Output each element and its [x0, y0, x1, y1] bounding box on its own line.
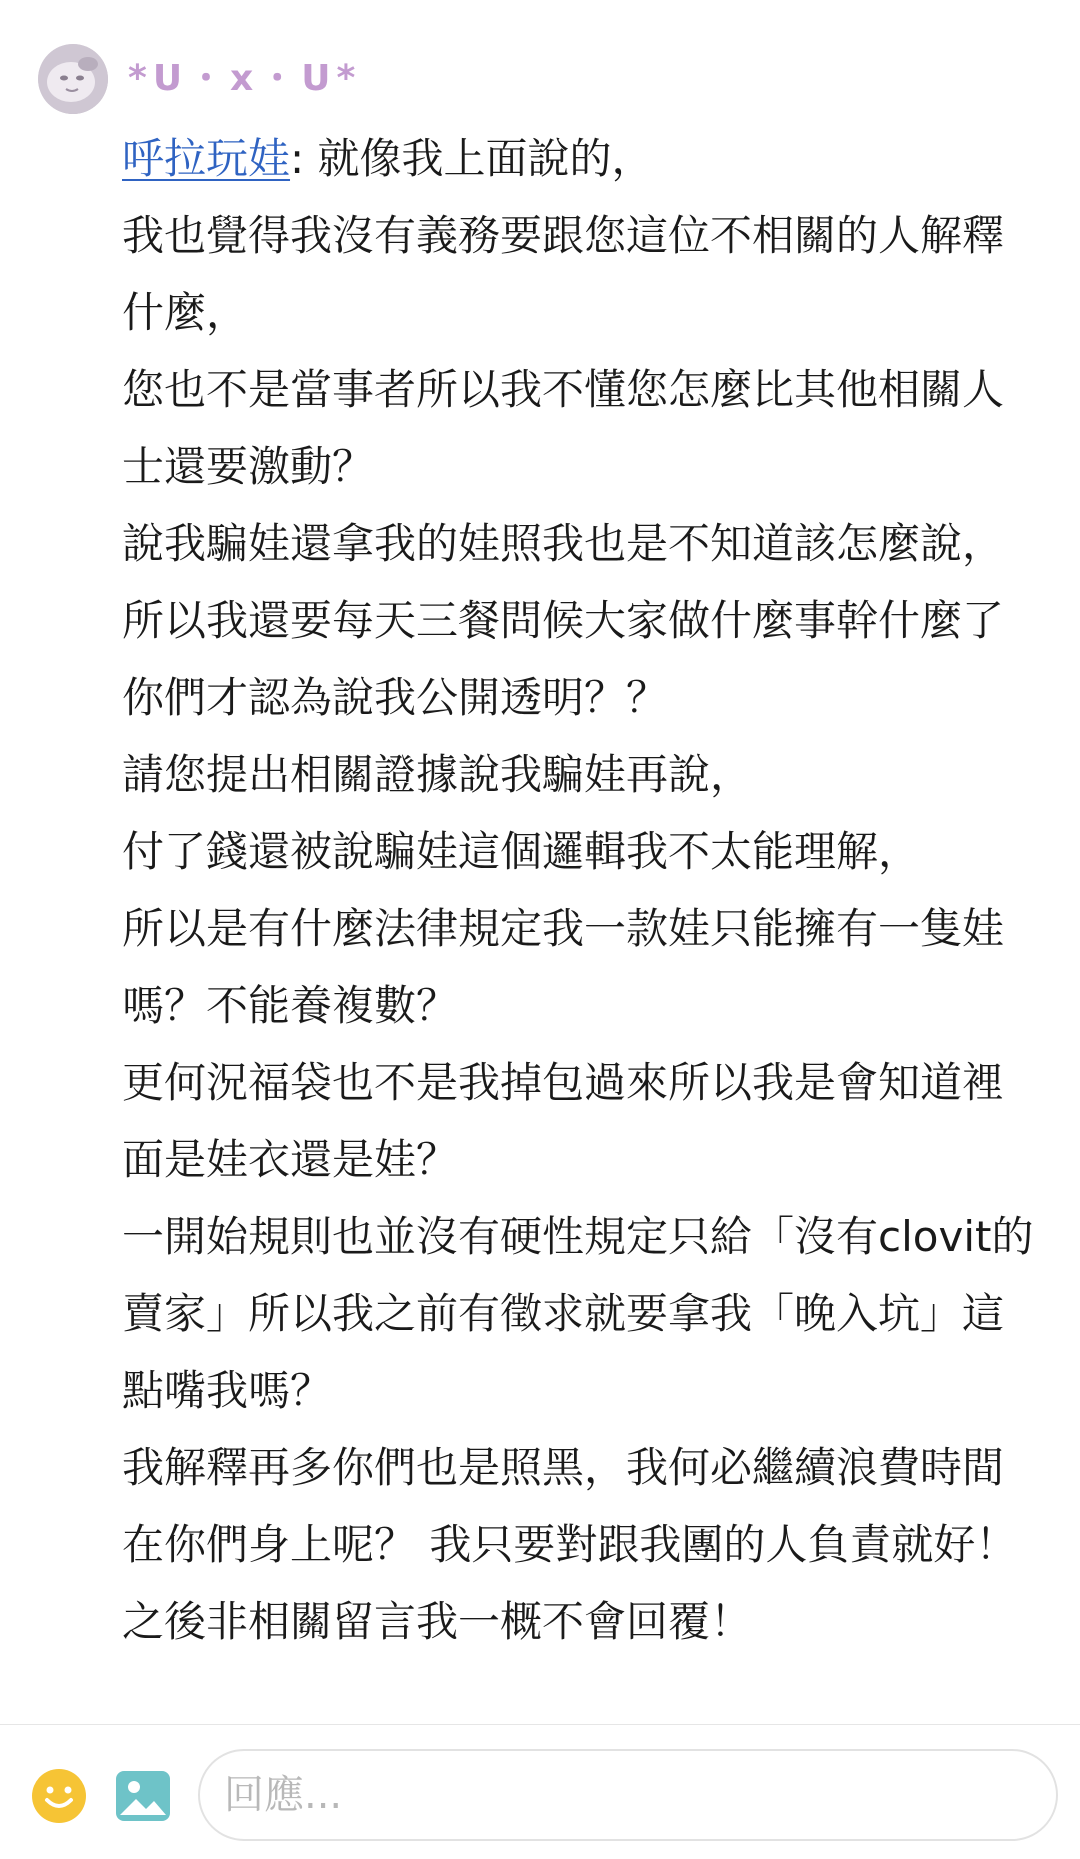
comment-message: : 就像我上面說的， 我也覺得我沒有義務要跟您這位不相關的人解釋什麼， 您也不是當事者所以我不懂您怎麼比其他相關人士還要激動？ 說我騙娃還拿我的娃照我也是不知道該怎麼說， 所以我還要每天三餐問候大家做什麼事幹什麼了你們才認為說我公開透明？？ 請您提出相關證據說我騙娃再說， 付了錢還被說騙娃這個邏輯我不太能理解， 所以是有什麼法律規定我一款娃只能擁有一隻娃嗎？不能養複數？ 更何況福袋也不是我掉包過來所以我是會知道裡面是娃衣還是娃？ 一開始規則也並沒有硬性規定只給「沒有clovit的賣家」所以我之前有徵求就要拿我「晚入坑」這點嘴我嗎？ 我解釋再多你們也是照黑，我何必繼續浪費時間在你們身上呢？ 我只要對跟我團的人負責就好！ 之後非相關留言我一概不會回覆！: [122, 134, 1034, 1646]
comment-body: [122, 120, 1037, 1660]
mention-link[interactable]: 呼拉玩娃: [122, 134, 291, 183]
avatar[interactable]: [38, 44, 108, 114]
username[interactable]: *U・x・U*: [128, 58, 362, 99]
image-icon[interactable]: [114, 1767, 172, 1825]
reply-bar: [0, 1725, 1080, 1859]
emoji-icon[interactable]: [30, 1767, 88, 1825]
reply-input[interactable]: [198, 1749, 1058, 1841]
